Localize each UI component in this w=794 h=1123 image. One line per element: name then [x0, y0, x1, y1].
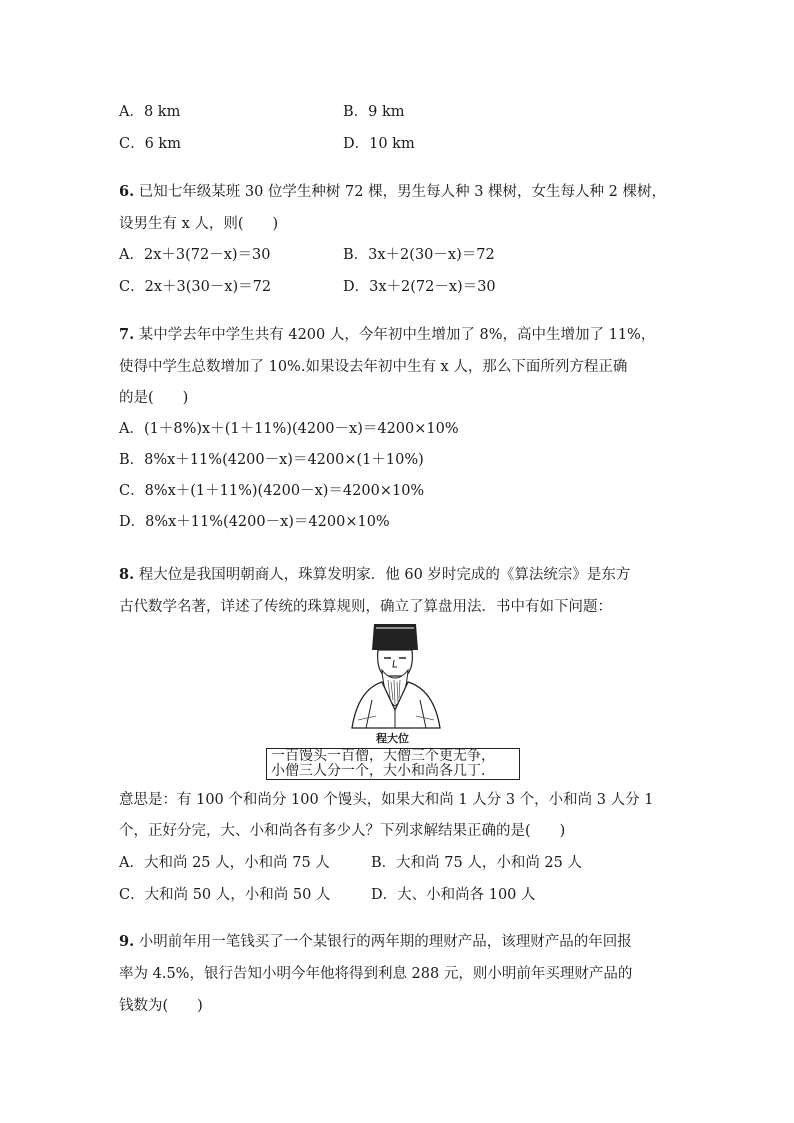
poem-box: [266, 748, 520, 780]
q8-stem-line4: 个，正好分完，大、小和尚各有多少人？下列求解结果正确的是( ): [119, 823, 566, 839]
q8-text-1: 程大位是我国明朝商人，珠算发明家．他 60 岁时完成的《算法统宗》是东方: [138, 567, 631, 583]
q9-number: 9.: [119, 933, 135, 950]
q6-text-1: 已知七年级某班 30 位学生种树 72 棵，男生每人种 3 棵树，女生每人种 2 棵树，: [138, 184, 666, 200]
q5-option-c: C．6 km: [119, 136, 181, 152]
q8-stem-line1: [119, 565, 630, 585]
q7-stem-line1: [119, 325, 655, 345]
q6-option-b: B．3x＋2(30－x)＝72: [343, 247, 495, 263]
q8-number: 8.: [119, 566, 135, 583]
q7-stem-line3: 的是( ): [119, 390, 189, 406]
q9-stem-line3: 钱数为( ): [119, 998, 203, 1014]
q6-option-d: D．3x＋2(72－x)＝30: [343, 279, 496, 295]
q6-stem-line1: [119, 182, 666, 202]
q8-stem-line2: 古代数学名著，详述了传统的珠算规则，确立了算盘用法．书中有如下问题：: [119, 599, 612, 615]
q9-text-1: 小明前年用一笔钱买了一个某银行的两年期的理财产品，该理财产品的年回报: [138, 934, 632, 950]
q8-option-d: D．大、小和尚各 100 人: [371, 887, 536, 903]
q7-option-b: B．8%x＋11%(4200－x)＝4200×(1＋10%): [119, 452, 424, 468]
q6-option-a: A．2x＋3(72－x)＝30: [119, 247, 271, 263]
poem-line-1: 一百馒头一百僧，大僧三个更无争，: [271, 748, 495, 764]
q5-option-b: B．9 km: [343, 104, 405, 120]
q8-option-a: A．大和尚 25 人，小和尚 75 人: [119, 855, 330, 871]
q8-stem-line3: 意思是：有 100 个和尚分 100 个馒头，如果大和尚 1 人分 3 个，小和尚 3 人分 1: [119, 792, 654, 808]
q7-text-1: 某中学去年中学生共有 4200 人，今年初中生增加了 8%，高中生增加了 11%，: [138, 327, 656, 343]
q8-option-b: B．大和尚 75 人，小和尚 25 人: [371, 855, 582, 871]
q7-number: 7.: [119, 326, 135, 343]
q5-option-a: A．8 km: [119, 104, 181, 120]
q6-number: 6.: [119, 183, 135, 200]
q5-option-d: D．10 km: [343, 136, 415, 152]
q7-option-a: A．(1＋8%)x＋(1＋11%)(4200－x)＝4200×10%: [119, 421, 459, 437]
q6-option-c: C．2x＋3(30－x)＝72: [119, 279, 272, 295]
q6-stem-line2: 设男生有 x 人，则( ): [119, 216, 279, 232]
cheng-dawei-portrait: [346, 620, 446, 730]
q7-stem-line2: 使得中学生总数增加了 10%.如果设去年初中生有 x 人，那么下面所列方程正确: [119, 359, 628, 375]
q9-stem-line1: [119, 932, 632, 952]
q8-option-c: C．大和尚 50 人，小和尚 50 人: [119, 887, 331, 903]
q7-option-c: C．8%x＋(1＋11%)(4200－x)＝4200×10%: [119, 483, 425, 499]
q7-option-d: D．8%x＋11%(4200－x)＝4200×10%: [119, 514, 390, 530]
portrait-caption: 程大位: [376, 732, 409, 745]
q9-stem-line2: 率为 4.5%，银行告知小明今年他将得到利息 288 元，则小明前年买理财产品的: [119, 966, 633, 982]
poem-line-2: 小僧三人分一个，大小和尚各几丁.: [271, 763, 486, 779]
